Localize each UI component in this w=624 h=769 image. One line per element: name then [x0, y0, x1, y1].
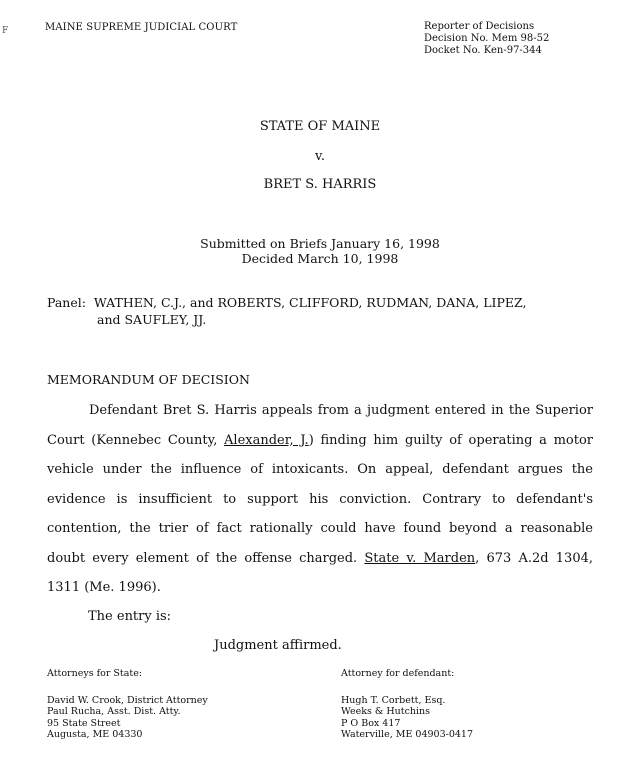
memo-text-a: Defendant Bret S. Harris appeals from a judgment entered in the Superior Court (Kennebec County, — [47, 403, 593, 448]
panel-block — [47, 294, 526, 328]
memo-paragraph — [47, 396, 593, 603]
case-citation-name: State v. Marden — [364, 550, 476, 566]
state-attorneys — [47, 668, 208, 741]
versus: v. — [315, 149, 325, 164]
defendant-attorneys — [341, 668, 473, 741]
judgment: Judgment affirmed. — [214, 638, 342, 653]
defendant-attorney-line: Hugh T. Corbett, Esq. — [341, 694, 446, 706]
panel-judges-line2: and SAUFLEY, JJ. — [97, 312, 207, 327]
docket-number: Docket No. Ken-97-344 — [424, 45, 542, 56]
reporter-label: Reporter of Decisions — [424, 21, 535, 32]
case-citation: , 673 A.2d 1304, 1311 (Me. 1996). — [47, 550, 594, 595]
state-attorney-line: Augusta, ME 04330 — [47, 729, 143, 740]
plaintiff-name: STATE OF MAINE — [259, 119, 381, 134]
state-attorneys-heading: Attorneys for State: — [47, 668, 143, 679]
margin-mark: F — [2, 26, 9, 36]
decision-number: Decision No. Mem 98-52 — [424, 33, 550, 44]
memo-text-b: ) finding him guilty of operating a motor vehicle under the influence of intoxicants. On appeal, defendant argues the evidence is insufficient to support his conviction. Contrary to defendant's contention, the trier of fact rationally could have found beyond a reasonable doubt every element of the offense charged. — [47, 432, 593, 566]
state-attorney-line: Paul Rucha, Asst. Dist. Atty. — [47, 706, 181, 717]
state-attorney-line: 95 State Street — [47, 717, 121, 729]
memo-heading: MEMORANDUM OF DECISION — [47, 372, 250, 387]
entry-label: The entry is: — [88, 609, 172, 624]
defendant-attorney-line: Waterville, ME 04903-0417 — [341, 729, 474, 740]
judge-name: Alexander, J. — [224, 432, 309, 448]
reporter-block — [424, 21, 549, 57]
defendant-name: BRET S. HARRIS — [263, 177, 377, 192]
defendant-attorney-line: Weeks & Hutchins — [341, 706, 431, 717]
panel-label: Panel: — [47, 295, 86, 310]
state-attorney-line: David W. Crook, District Attorney — [47, 694, 208, 706]
defendant-attorney-line: P O Box 417 — [341, 717, 401, 729]
court-name: MAINE SUPREME JUDICIAL COURT — [45, 22, 238, 33]
defendant-attorneys-heading: Attorney for defendant: — [341, 668, 455, 679]
panel-judges-line1: WATHEN, C.J., and ROBERTS, CLIFFORD, RUDMAN, DANA, LIPEZ, — [93, 295, 527, 310]
decided-date: Decided March 10, 1998 — [241, 251, 399, 266]
submitted-date: Submitted on Briefs January 16, 1998 — [200, 236, 440, 251]
memo-body — [47, 396, 593, 603]
